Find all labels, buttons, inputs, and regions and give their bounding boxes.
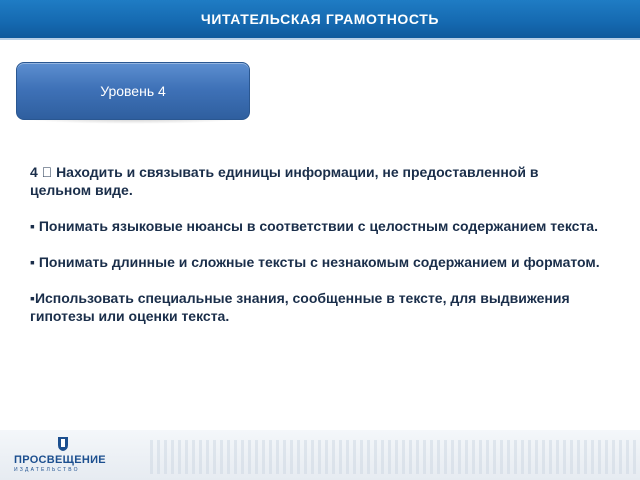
level-description xyxy=(30,163,600,343)
footer-decoration xyxy=(150,440,640,474)
description-paragraph-2: ▪ Понимать языковые нюансы в соответствии с целостным содержанием текста. xyxy=(30,218,598,234)
level-button-wrapper xyxy=(16,62,250,122)
header-bar xyxy=(0,0,640,40)
description-paragraph-4: ▪Использовать специальные знания, сообщенные в тексте, для выдвижения гипотезы или оценки текста. xyxy=(30,290,570,324)
level-4-button[interactable]: Уровень 4 xyxy=(16,62,250,120)
description-paragraph-1: 4 Находить и связывать единицы информации, не предоставленной в цельном виде. xyxy=(30,164,590,198)
publisher-logo xyxy=(14,436,144,476)
logo-subtext: ИЗДАТЕЛЬСТВО xyxy=(14,467,80,473)
page-title: ЧИТАТЕЛЬСКАЯ ГРАМОТНОСТЬ xyxy=(200,11,440,27)
description-paragraph-3: ▪ Понимать длинные и сложные тексты с незнакомым содержанием и форматом. xyxy=(30,254,600,270)
prosveshchenie-emblem-icon xyxy=(56,436,70,452)
logo-text: ПРОСВЕЩЕНИЕ xyxy=(14,454,106,466)
